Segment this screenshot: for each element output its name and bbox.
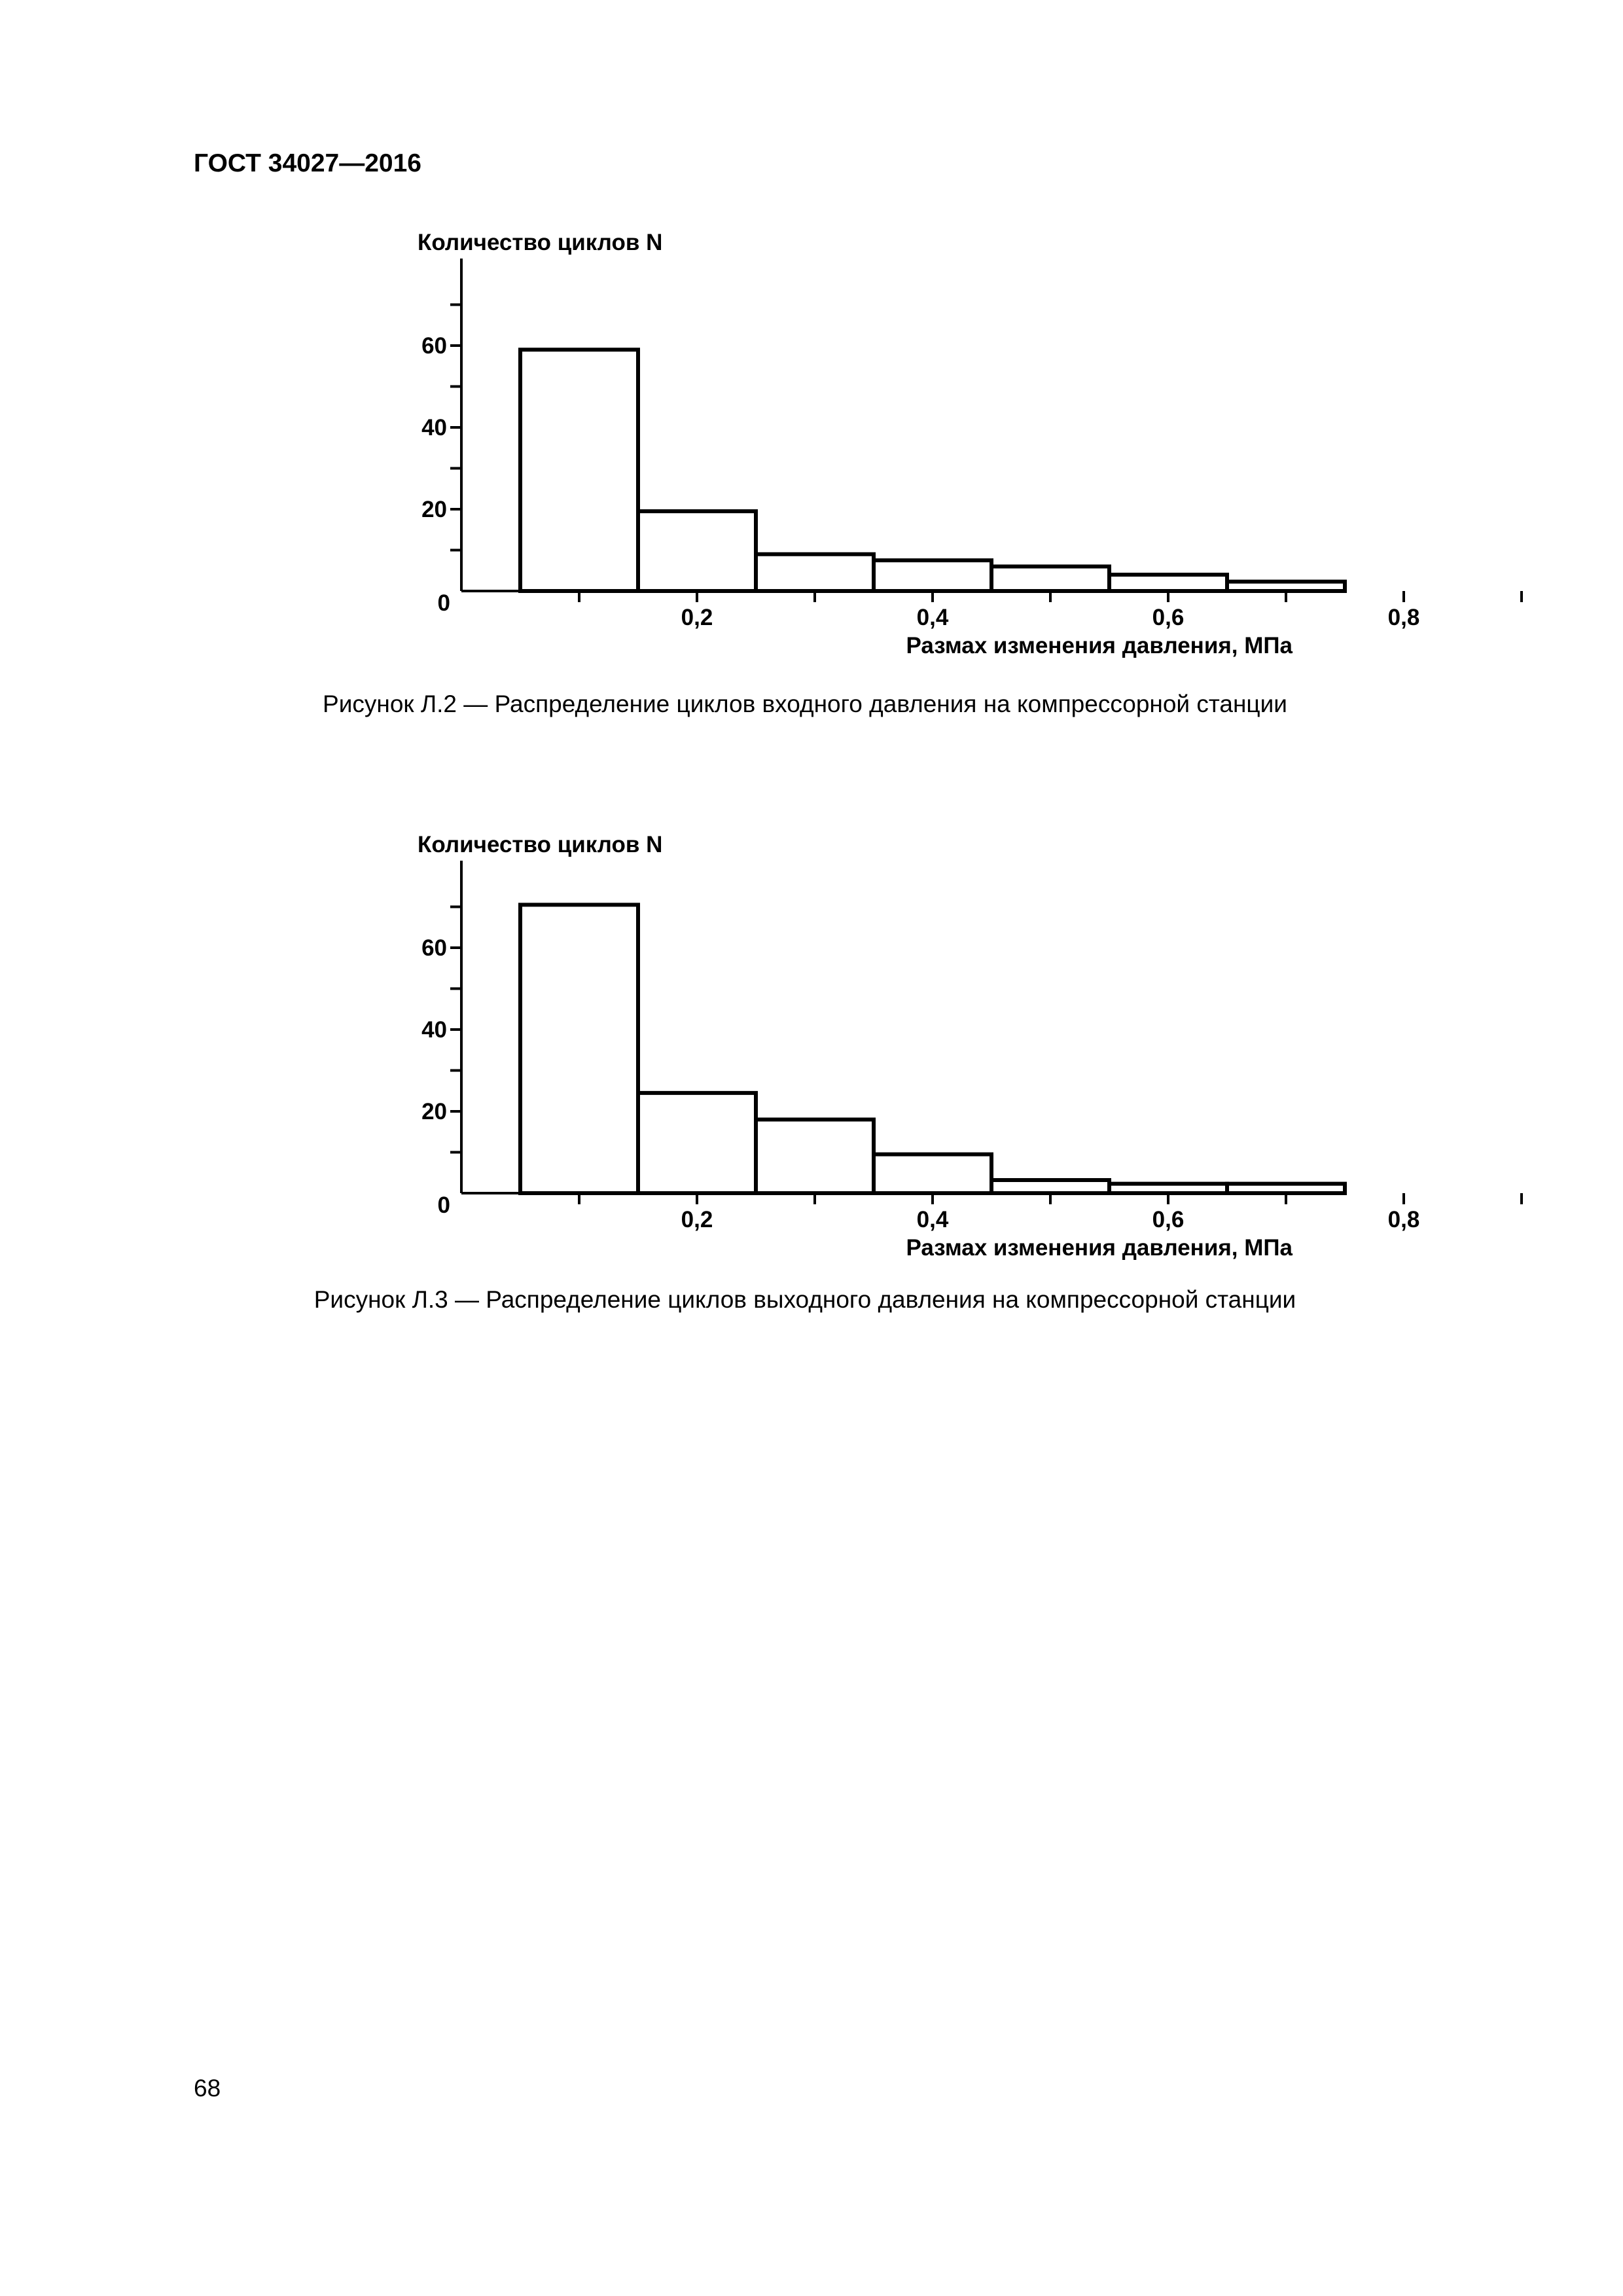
figure-caption-l3: Рисунок Л.3 — Распределение циклов выходного давления на компрессорной станции [313,1286,1296,1313]
bar-0 [520,905,638,1193]
x-tick-label-0-6: 0,6 [1152,605,1185,630]
y-tick-label-20: 20 [421,1099,447,1124]
bar-5 [1109,575,1227,591]
y-tick-label-60: 60 [421,935,447,961]
figure-caption-l2: Рисунок Л.2 — Распределение циклов входного давления на компрессорной станции [323,691,1287,717]
x-tick-label-0-4: 0,4 [916,605,949,630]
x-axis-label: Размах изменения давления, МПа [906,633,1293,658]
bar-0 [520,350,638,591]
bar-6 [1227,1184,1345,1193]
y-axis-label: Количество циклов N [418,230,663,255]
x-axis-label: Размах изменения давления, МПа [906,1235,1293,1261]
histogram-outlet-pressure-cycles [0,818,1623,1289]
bar-3 [874,560,991,591]
bar-1 [638,511,756,591]
y-axis-label: Количество циклов N [418,832,663,857]
y-tick-label-60: 60 [421,333,447,359]
y-tick-label-0: 0 [437,590,450,616]
y-tick-label-0: 0 [437,1193,450,1218]
bar-3 [874,1155,991,1193]
bar-2 [756,1120,874,1194]
x-tick-label-0-6: 0,6 [1152,1207,1185,1232]
histogram-inlet-pressure-cycles [0,216,1623,687]
bar-6 [1227,582,1345,591]
x-tick-label-0-2: 0,2 [681,605,713,630]
x-tick-label-0-2: 0,2 [681,1207,713,1232]
bar-4 [991,1180,1109,1193]
bar-5 [1109,1184,1227,1193]
bar-2 [756,554,874,591]
x-tick-label-0-8: 0,8 [1387,605,1420,630]
y-tick-label-40: 40 [421,1017,447,1043]
page-number: 68 [194,2075,221,2102]
document-header: ГОСТ 34027—2016 [194,149,421,177]
y-tick-label-40: 40 [421,415,447,440]
y-tick-label-20: 20 [421,497,447,522]
bar-4 [991,567,1109,592]
bar-1 [638,1093,756,1193]
x-tick-label-0-8: 0,8 [1387,1207,1420,1232]
x-tick-label-0-4: 0,4 [916,1207,949,1232]
